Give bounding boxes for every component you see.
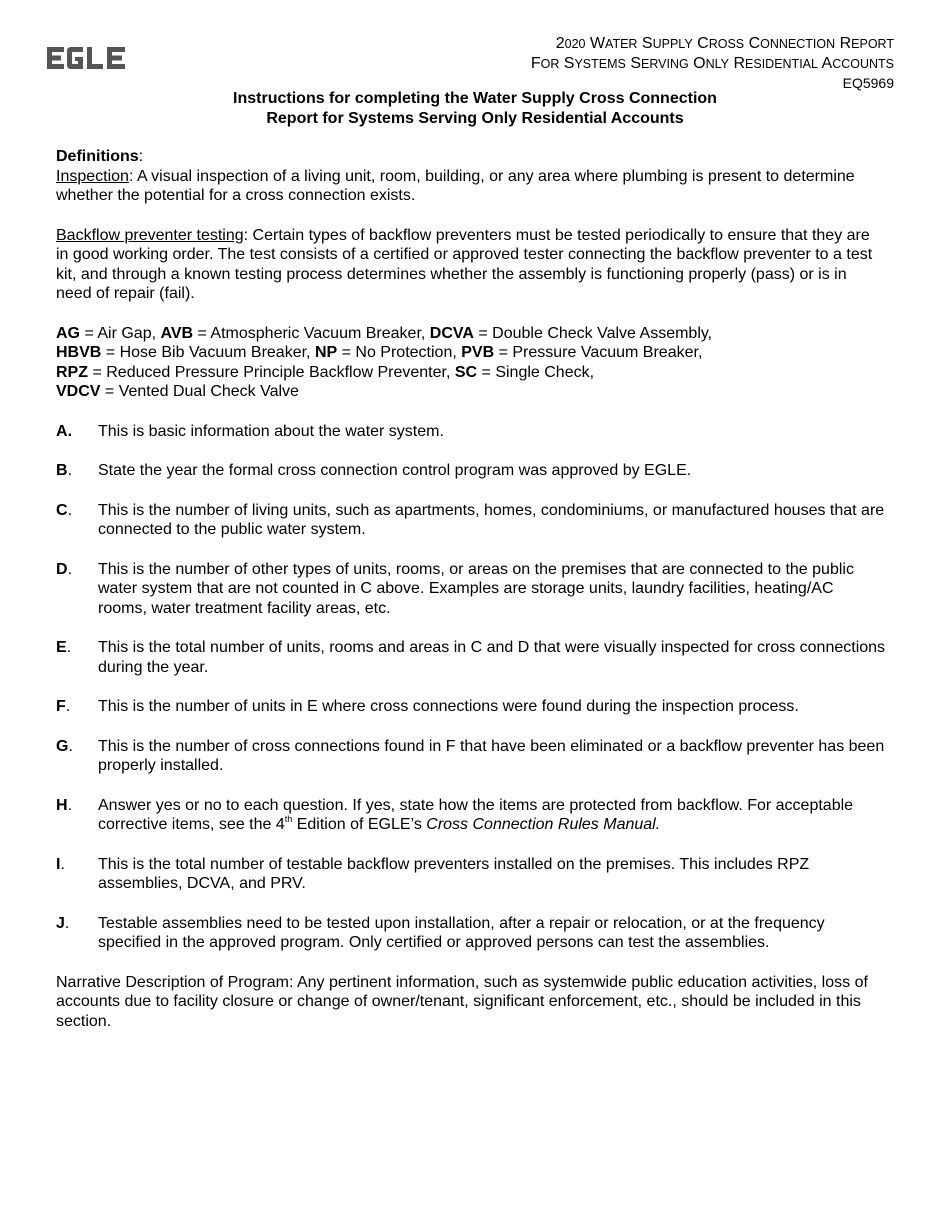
logo-text [0, 48, 1, 49]
instruction-item-e: E. This is the total number of units, rooms and areas in C and D that were visually inspected for cross connections during the year. [56, 639, 886, 676]
inspection-definition [56, 167, 886, 206]
abbreviation-line-4: VDCV = Vented Dual Check Valve [56, 383, 299, 400]
instruction-item-f: F. This is the number of units in E where cross connections were found during the inspection process. [56, 698, 799, 715]
abbreviation-list [56, 324, 886, 402]
abbreviation-line-2: HBVB = Hose Bib Vacuum Breaker, NP = No Protection, PVB = Pressure Vacuum Breaker, [56, 344, 703, 361]
title-line-1: Instructions for completing the Water Supply Cross Connection [233, 90, 717, 107]
instruction-item-h: H. Answer yes or no to each question. If yes, state how the items are protected from backflow. For acceptable corrective items, see the 4th Edition of EGLE’s Cross Connection Rules Manual. [56, 796, 854, 833]
definitions-heading: Definitions: [56, 148, 144, 165]
instruction-item-c: C. This is the number of living units, such as apartments, homes, condominiums, or manufactured houses that are connected to the public water system. [56, 501, 885, 538]
abbreviation-line-1: AG = Air Gap, AVB = Atmospheric Vacuum Breaker, DCVA = Double Check Valve Assembly, [56, 324, 713, 342]
egle-logo [47, 46, 127, 70]
title-line-2: Report for Systems Serving Only Residential Accounts [266, 109, 684, 127]
instructions-body [56, 147, 886, 1031]
instruction-item-b: B. State the year the formal cross connection control program was approved by EGLE. [56, 462, 692, 479]
header-line-2: FOR SYSTEMS SERVING ONLY RESIDENTIAL ACCOUNTS [530, 55, 894, 72]
instruction-item-i: I. This is the total number of testable backflow preventers installed on the premises. This includes RPZ assemblies, DCVA, and PRV. [56, 855, 810, 892]
inspection-term: Inspection [56, 167, 129, 185]
instruction-item-a: A. This is basic information about the water system. [56, 422, 444, 440]
report-header [531, 34, 894, 92]
backflow-text: : Certain types of backflow preventers must be tested periodically to ensure that they are in good working order. The test consists of a certified or approved tester connecting the backflow preventer to a test kit, and through a known testing process determines whether the assembly is functioning properly (pass) or is in need of repair (fail). [56, 226, 873, 302]
form-code: EQ5969 [842, 75, 894, 91]
inspection-text: : A visual inspection of a living unit, room, building, or any area where plumbing is present to determine whether the potential for a cross connection exists. [56, 167, 855, 204]
page-title [0, 89, 950, 128]
abbreviation-line-3: RPZ = Reduced Pressure Principle Backflow Preventer, SC = Single Check, [56, 363, 595, 381]
instruction-item-d: D. This is the number of other types of units, rooms, or areas on the premises that are connected to the public water system that are not counted in C above. Examples are storage units, laundry facilities, heating/AC rooms, water treatment facility areas, etc. [56, 560, 854, 617]
narrative-description: Narrative Description of Program: Any pertinent information, such as systemwide public education activities, loss of accounts due to facility closure or change of owner/tenant, significant enforcement, etc., should be included in this section. [56, 973, 868, 1030]
backflow-definition [56, 226, 886, 304]
backflow-term: Backflow preventer testing [56, 226, 244, 244]
instruction-item-g: G. This is the number of cross connections found in F that have been eliminated or a backflow preventer has been properly installed. [56, 737, 885, 774]
header-line-1: 2020 WATER SUPPLY CROSS CONNECTION REPORT [555, 35, 894, 52]
instruction-item-j: J. Testable assemblies need to be tested upon installation, after a repair or relocation, or at the frequency specified in the approved program. Only certified or approved persons can test the assemblies. [56, 914, 825, 951]
